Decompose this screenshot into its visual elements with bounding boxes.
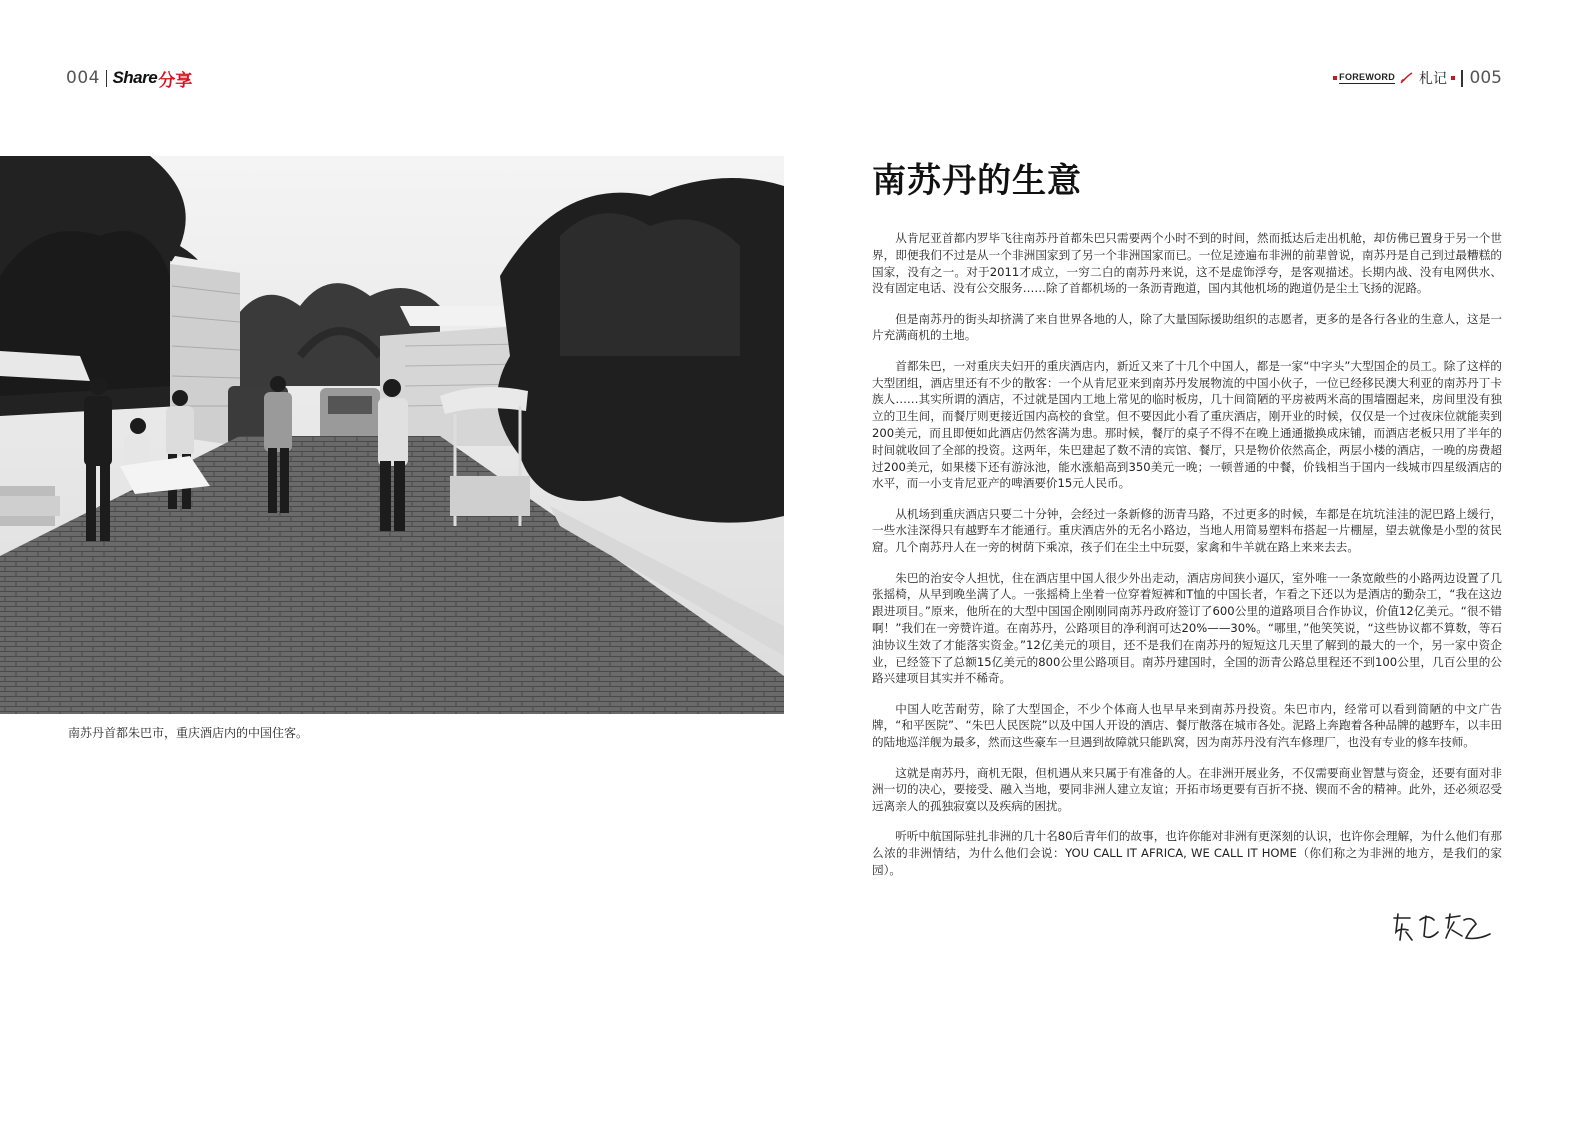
header-left (66, 66, 192, 90)
left-page-number: 004 (66, 68, 100, 88)
brand-logo-latin: Share (112, 68, 158, 87)
photo-caption: 南苏丹首都朱巴市，重庆酒店内的中国住客。 (68, 726, 309, 740)
brand-logo-cn: 分享 (158, 70, 193, 91)
right-page-number: 005 (1469, 68, 1502, 88)
photo-illustration (0, 156, 784, 714)
article-paragraph: 从肯尼亚首都内罗毕飞往南苏丹首都朱巴只需要两个小时不到的时间，然而抵达后走出机舱，却仿佛已置身于另一个世界，即便我们不过是从一个非洲国家到了另一个非洲国家而已。一位足迹遍布非洲的前辈曾说，南苏丹是自己到过最糟糕的国家，没有之一。对于2011才成立，一穷二白的南苏丹来说，这不是虚饰浮夸，是客观描述。长期内战、没有电网供水、没有固定电话、没有公交服务……除了首都机场的一条沥青跑道，国内其他机场的跑道仍是尘土飞扬的泥路。 (872, 231, 1502, 296)
street-scene-photo (0, 156, 784, 714)
header-divider (1461, 70, 1463, 87)
article-paragraph: 首都朱巴，一对重庆夫妇开的重庆酒店内，新近又来了十几个中国人，都是一家“中字头”大型国企的员工。除了这样的大型团组，酒店里还有不少的散客：一个从肯尼亚来到南苏丹发展物流的中国小伙子，一位已经移民澳大利亚的南苏丹丁卡族人……其实所谓的酒店，不过就是国内工地上常见的临时板房，几十间简陋的平房被两米高的围墙圈起来，房间里没有独立的卫生间，而餐厅则更接近国内高校的食堂。但不要因此小看了重庆酒店，刚开业的时候，仅仅是一个过夜床位就能卖到200美元，而且即便如此酒店仍然客满为患。那时候，餐厅的桌子不得不在晚上通通撤换成床铺，而酒店老板只用了半年的时间就收回了全部的投资。这两年，朱巴建起了数不清的宾馆、餐厅，只是物价依然高企，两层小楼的酒店，一晚的房费超过200美元，如果楼下还有游泳池，能水涨船高到350美元一晚；一顿普通的中餐，价钱相当于国内一线城市四星级酒店的水平，而一小支肯尼亚产的啤酒要价15元人民币。 (872, 358, 1502, 491)
red-square-icon (1451, 76, 1455, 80)
article-paragraph: 听听中航国际驻扎非洲的几十名80后青年们的故事，也许你能对非洲有更深刻的认识，也许你会理解，为什么他们有那么浓的非洲情结，为什么他们会说：YOU CALL IT AFRICA, WE CALL IT HOME（你们称之为非洲的地方，是我们的家园）。 (872, 829, 1502, 877)
article-paragraph: 但是南苏丹的街头却挤满了来自世界各地的人，除了大量国际援助组织的志愿者，更多的是各行各业的生意人，这是一片充满商机的土地。 (872, 311, 1502, 343)
signature-icon (1390, 910, 1494, 944)
section-label-en: FOREWORD (1339, 72, 1396, 82)
article-title: 南苏丹的生意 (872, 161, 1082, 201)
article-paragraph: 中国人吃苦耐劳，除了大型国企，不少个体商人也早早来到南苏丹投资。朱巴市内，经常可以看到简陋的中文广告牌，“和平医院”、“朱巴人民医院”以及中国人开设的酒店、餐厅散落在城市各处。泥路上奔跑着各种品牌的越野车，以丰田的陆地巡洋舰为最多，然而这些豪车一旦遇到故障就只能趴窝，因为南苏丹没有汽车修理厂，也没有专业的修车技师。 (872, 701, 1502, 750)
article-paragraph: 朱巴的治安令人担忧，住在酒店里中国人很少外出走动，酒店房间狭小逼仄，室外唯一一条宽敞些的小路两边设置了几张摇椅，从早到晚坐满了人。一张摇椅上坐着一位穿着短裤和T恤的中国长者，乍看之下还以为是酒店的勤杂工，“我在这边跟进项目。”原来，他所在的大型中国国企刚刚同南苏丹政府签订了600公里的道路项目合作协议，价值12亿美元。“很不错啊！”我们在一旁赞许道。在南苏丹，公路项目的净利润可达20%——30%。“哪里，”他笑笑说，“这些协议都不算数，等石油协议生效了才能落实资金。”12亿美元的项目，还不是我们在南苏丹的短短这几天里了解到的最大的一个，另一家中资企业，已经签下了总额15亿美元的800公里公路项目。南苏丹建国时，全国的沥青公路总里程还不到100公里，几百公里的公路兴建项目其实并不稀奇。 (872, 570, 1502, 686)
header-divider (106, 70, 108, 87)
header-right (1333, 66, 1502, 90)
article-paragraph: 这就是南苏丹，商机无限，但机遇从来只属于有准备的人。在非洲开展业务，不仅需要商业智慧与资金，还要有面对非洲一切的决心，要接受、融入当地，要同非洲人建立友谊；开拓市场更要有百折不挠、锲而不舍的精神。此外，还必须忍受远离亲人的孤独寂寞以及疾病的困扰。 (872, 765, 1502, 814)
article-paragraph: 从机场到重庆酒店只要二十分钟，会经过一条新修的沥青马路，不过更多的时候，车都是在坑坑洼洼的泥巴路上缓行，一些水洼深得只有越野车才能通行。重庆酒店外的无名小路边，当地人用简易塑料布搭起一片棚屋，望去就像是小型的贫民窟。几个南苏丹人在一旁的树荫下乘凉，孩子们在尘土中玩耍，家禽和牛羊就在路上来来去去。 (872, 506, 1502, 555)
pen-icon (1399, 71, 1415, 85)
red-square-icon (1333, 76, 1337, 80)
article-body (872, 230, 1502, 892)
section-label-cn: 札记 (1419, 71, 1448, 87)
